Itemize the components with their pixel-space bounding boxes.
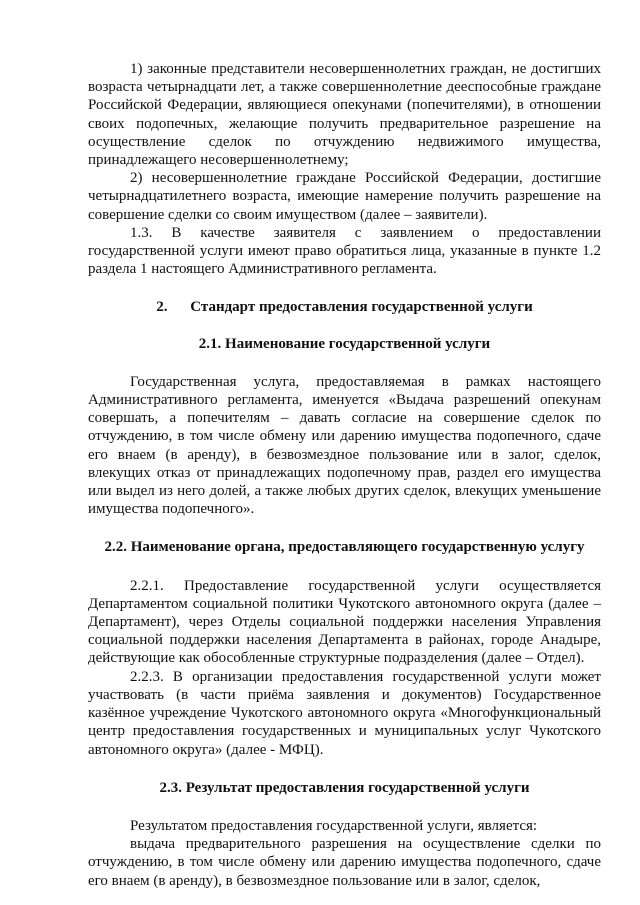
paragraph-2-2-3: 2.2.3. В организации предоставления государственной услуги может участвовать (в части приёма заявления и документов) Государственное казённое учреждение Чукотского автономного округа «Многофункциональный центр предоставления государственных и муниципальных услуг Чукотского автономного округа» (далее - МФЦ).	[88, 668, 601, 758]
paragraph-2-3-result: Результатом предоставления государственной услуги, является:	[130, 817, 538, 834]
paragraph-legal-representatives: 1) законные представители несовершеннолетних граждан, не достигших возраста четырнадцати лет, а также совершеннолетние дееспособные граждане Российской Федерации, являющиеся опекунами (попечителями), в отношении своих подопечных, желающие получить предварительное разрешение на осуществление сделок по отчуждению недвижимого имущества, принадлежащего несовершеннолетнему;	[88, 61, 601, 169]
heading-2-1: 2.1. Наименование государственной услуги	[198, 335, 491, 352]
document-page	[88, 60, 601, 890]
paragraph-minor-citizens: 2) несовершеннолетние граждане Российской Федерации, достигшие четырнадцатилетнего возраста, имеющие намерение получить разрешение на совершение сделки со своим имуществом (далее – заявители).	[88, 170, 601, 223]
paragraph-1-3: 1.3. В качестве заявителя с заявлением о предоставлении государственной услуги имеют право обратиться лица, указанные в пункте 1.2 раздела 1 настоящего Административного регламента.	[88, 224, 601, 278]
section-2-title: Стандарт предоставления государственной услуги	[190, 299, 533, 316]
heading-2-2: 2.2. Наименование органа, предоставляющего государственную услугу	[104, 539, 585, 556]
paragraph-2-3-issuance: выдача предварительного разрешения на осуществление сделки по отчуждению, в том числе обмену или дарению имущества подопечного, сдаче его внаем (в аренду), в безвозмездное пользование или в залог, сделок,	[88, 836, 601, 889]
section-2-heading	[88, 298, 601, 316]
heading-2-3: 2.3. Результат предоставления государственной услуги	[159, 779, 530, 796]
paragraph-2-2-1: 2.2.1. Предоставление государственной услуги осуществляется Департаментом социальной политики Чукотского автономного округа (далее – Департамент), через Отделы социальной поддержки населения Управления социальной поддержки населения Департамента в районах, городе Анадыре, действующие как обособленные структурные подразделения (далее – Отдел).	[88, 577, 601, 667]
paragraph-2-1: Государственная услуга, предоставляемая в рамках настоящего Административного регламента, именуется «Выдача разрешений опекунам совершать, а попечителям – давать согласие на совершение сделок по отчуждению, в том числе обмену или дарению имущества подопечного, сдаче его внаем (в аренду), в безвозмездное пользование или в залог, сделок, влекущих отказ от принадлежащих подопечному прав, раздел его имущества или выдел из него долей, а также любых других сделок, влекущих уменьшение имущества подопечного».	[88, 373, 601, 518]
section-2-number: 2.	[156, 299, 168, 316]
